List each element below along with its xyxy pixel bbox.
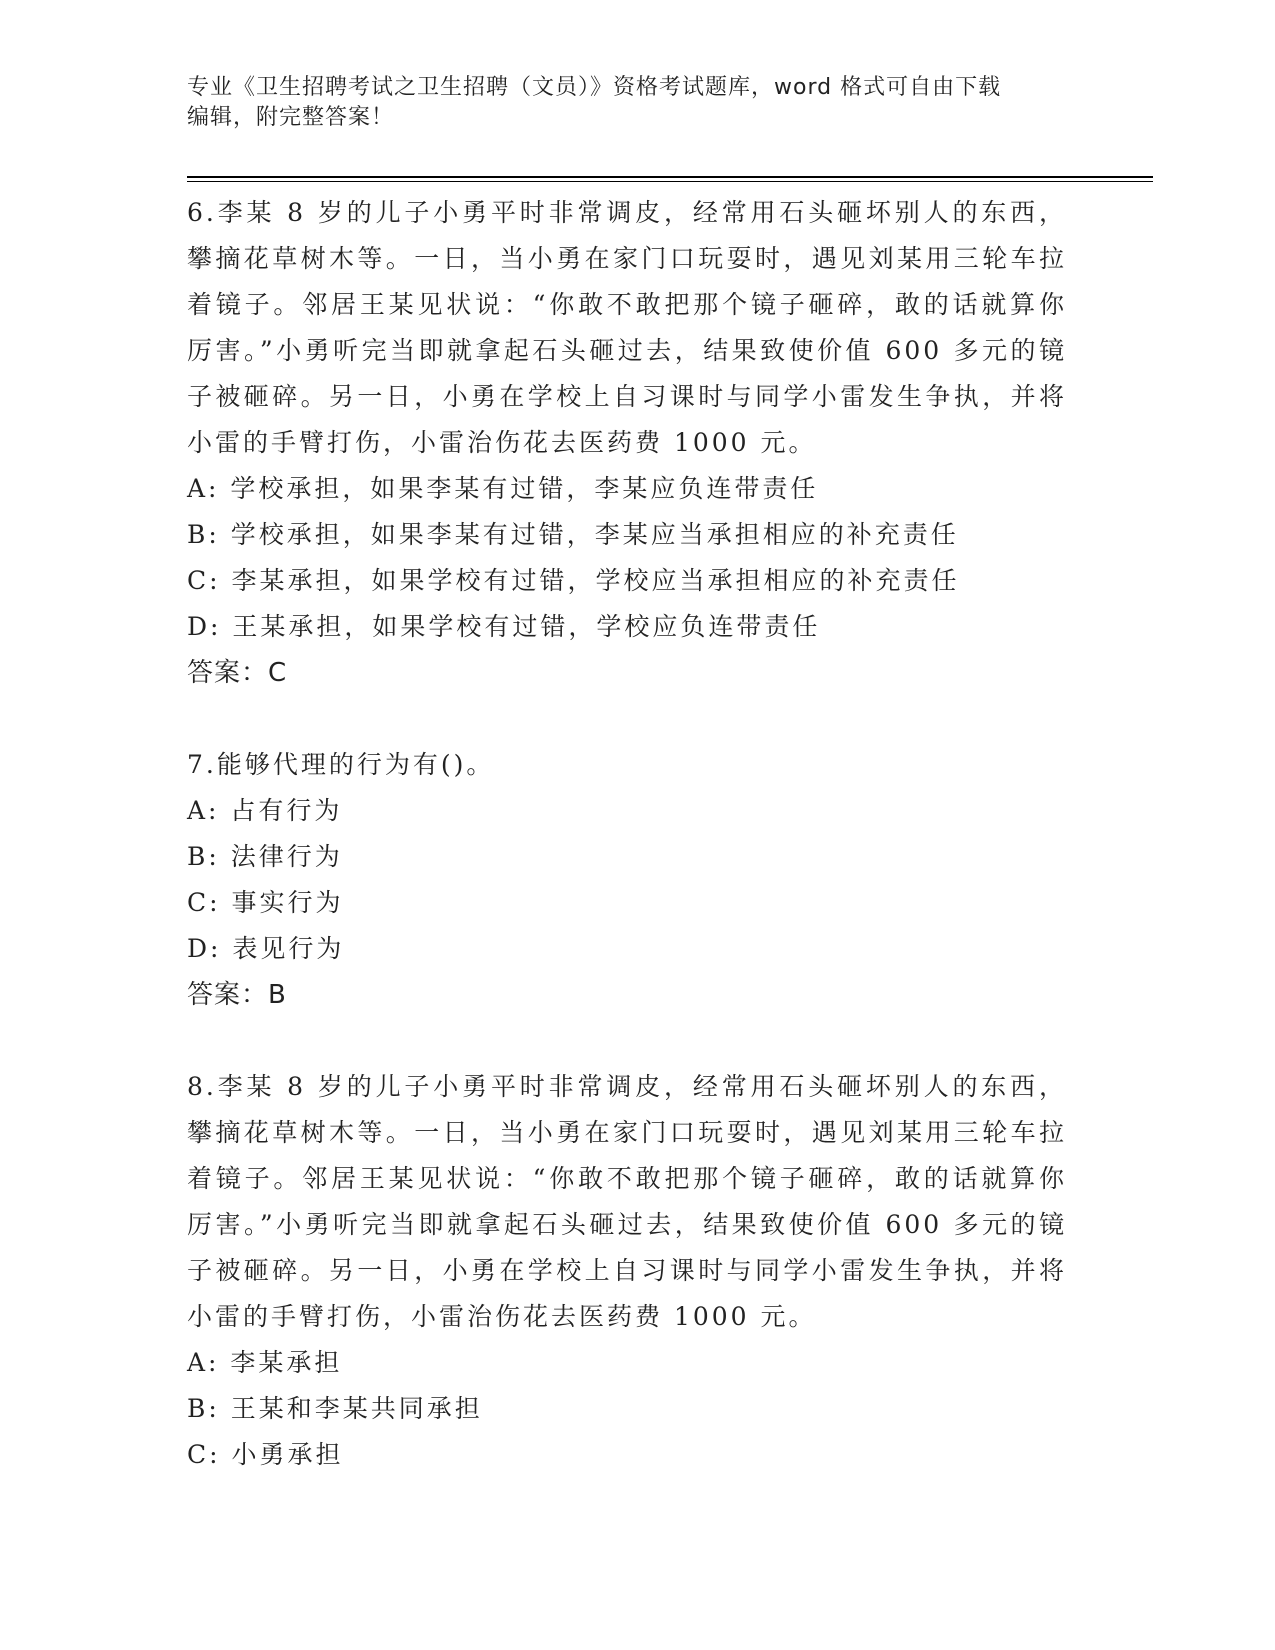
page-header — [187, 73, 1087, 133]
spacer — [187, 1018, 1067, 1064]
option-c: C: 李某承担，如果学校有过错，学校应当承担相应的补充责任 — [187, 566, 960, 595]
question-stem: 7.能够代理的行为有()。 — [187, 750, 495, 779]
option-a: A: 占有行为 — [187, 796, 343, 825]
option-a: A: 学校承担，如果李某有过错，李某应负连带责任 — [187, 474, 819, 503]
spacer — [187, 696, 1067, 742]
question-stem: 8.李某 8 岁的儿子小勇平时非常调皮，经常用石头砸坏别人的东西，攀摘花草树木等。一日，当小勇在家门口玩耍时，遇见刘某用三轮车拉着镜子。邻居王某见状说：“你敢不敢把那个镜子砸碎，敢的话就算你厉害。”小勇听完当即就拿起石头砸过去，结果致使价值 600 多元的镜子被砸碎。另一日，小勇在学校上自习课时与同学小雷发生争执，并将小雷的手臂打伤，小雷治伤花去医药费 1000 元。 — [187, 1072, 1067, 1331]
option-d: D: 王某承担，如果学校有过错，学校应负连带责任 — [187, 612, 821, 641]
option-b: B: 王某和李某共同承担 — [187, 1394, 483, 1423]
question-6 — [187, 190, 1067, 696]
question-8 — [187, 1064, 1067, 1478]
question-list — [187, 190, 1067, 1478]
header-line-1: 专业《卫生招聘考试之卫生招聘（文员）》资格考试题库，word 格式可自由下载 — [187, 75, 1002, 100]
option-b: B: 学校承担，如果李某有过错，李某应当承担相应的补充责任 — [187, 520, 959, 549]
answer: 答案：C — [187, 658, 288, 688]
answer: 答案：B — [187, 980, 287, 1010]
question-7 — [187, 742, 1067, 1018]
header-rule-thick — [187, 176, 1153, 178]
option-a: A: 李某承担 — [187, 1348, 343, 1377]
question-stem: 6.李某 8 岁的儿子小勇平时非常调皮，经常用石头砸坏别人的东西，攀摘花草树木等。一日，当小勇在家门口玩耍时，遇见刘某用三轮车拉着镜子。邻居王某见状说：“你敢不敢把那个镜子砸碎，敢的话就算你厉害。”小勇听完当即就拿起石头砸过去，结果致使价值 600 多元的镜子被砸碎。另一日，小勇在学校上自习课时与同学小雷发生争执，并将小雷的手臂打伤，小雷治伤花去医药费 1000 元。 — [187, 198, 1067, 457]
option-d: D: 表见行为 — [187, 934, 345, 963]
option-c: C: 事实行为 — [187, 888, 344, 917]
header-line-2: 编辑，附完整答案！ — [187, 105, 395, 130]
header-rule-thin — [187, 181, 1153, 182]
option-b: B: 法律行为 — [187, 842, 343, 871]
option-c: C: 小勇承担 — [187, 1440, 344, 1469]
